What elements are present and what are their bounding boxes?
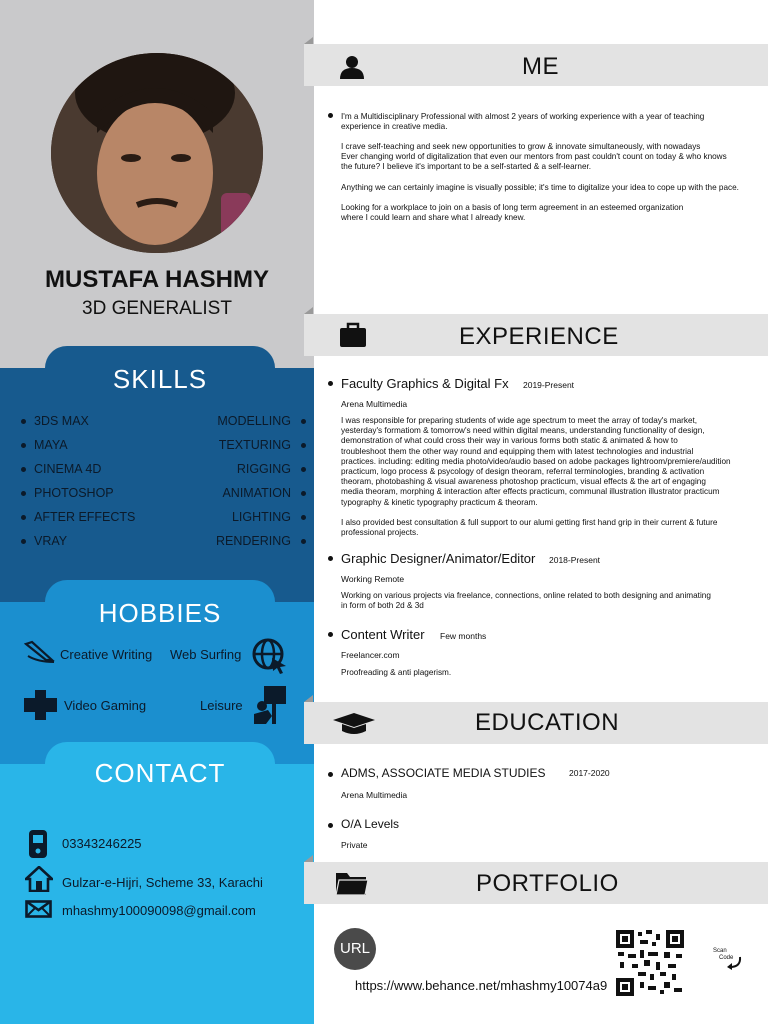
portfolio-heading: PORTFOLIO	[476, 870, 619, 897]
skill-item: 3DS MAX	[21, 414, 89, 428]
profile-role: 3D GENERALIST	[82, 298, 232, 319]
person-chair-icon	[250, 686, 286, 724]
skill-item: LIGHTING	[232, 510, 306, 524]
portfolio-link[interactable]: https://www.behance.net/mhashmy10074a9	[355, 978, 608, 993]
job-date: Few months	[440, 631, 487, 641]
profile-photo-drawing	[51, 53, 263, 253]
education-org: Private	[341, 840, 368, 850]
mail-icon	[25, 900, 52, 918]
qr-code-icon[interactable]	[616, 930, 684, 996]
profile-name: MUSTAFA HASHMY	[45, 266, 269, 293]
hobby-label: Video Gaming	[64, 698, 147, 713]
job-description: Working on various projects via freelance, connections, online related to both designing and animating in form of both 2d & 3d	[341, 591, 711, 611]
hobby-label: Leisure	[200, 698, 243, 713]
bullet	[328, 823, 333, 828]
folder-icon	[336, 870, 368, 896]
education-heading: EDUCATION	[475, 709, 620, 736]
skill-item: PHOTOSHOP	[21, 486, 114, 500]
gamepad-icon	[24, 690, 57, 720]
skill-item: TEXTURING	[219, 438, 306, 452]
skill-item: MODELLING	[217, 414, 306, 428]
job-description: Proofreading & anti plagerism.	[341, 668, 452, 677]
globe-cursor-icon	[252, 638, 288, 674]
graduation-cap-icon	[333, 713, 375, 735]
skill-item: RIGGING	[237, 462, 306, 476]
job-title: Faculty Graphics & Digital Fx	[341, 376, 509, 391]
hobbies-heading: HOBBIES	[45, 580, 275, 630]
me-paragraph: Anything we can certainly imagine is visually possible; it's time to digitalize your idea to cope up with the pace.	[341, 183, 739, 192]
job-title: Graphic Designer/Animator/Editor	[341, 551, 536, 566]
skill-item: ANIMATION	[222, 486, 306, 500]
bullet	[328, 556, 333, 561]
me-paragraph: Looking for a workplace to join on a basis of long term agreement in an esteemed organization where I could learn and share what I already knew.	[341, 203, 684, 223]
education-title: ADMS, ASSOCIATE MEDIA STUDIES	[341, 766, 546, 780]
user-icon	[340, 55, 364, 79]
job-description: I was responsible for preparing students of wide age spectrum to meet the array of today's market, yesterday's formatiom & tomorrow's need within digital means, understanding functionality of design, demonstration of what could cross their way in various forms both static & animated & how to troubleshoot them the other way round and equipping them with latest technologies and industrial practices. including: editing media photo/video/audio based on adobe packages lightroom/premiere/audition practicum, logo process & psycology of design theoram, referral terminologies, branding & activation theoram, photobashing & visual awareness photoshop practicum, visual effects & the art of engaging media theoram, morphing & interaction after effects practicum, communal illustration illustrator practicum typography & kinetic typography practicum & theoram.	[341, 416, 731, 507]
job-org: Freelancer.com	[341, 650, 400, 660]
skill-item: AFTER EFFECTS	[21, 510, 135, 524]
education-org: Arena Multimedia	[341, 790, 408, 800]
job-description: I also provided best consultation & full support to our alumi getting first hand grip in their current & future professional projects.	[341, 518, 718, 538]
job-date: 2019-Present	[523, 380, 575, 390]
job-org: Working Remote	[341, 574, 405, 584]
education-date: 2017-2020	[569, 768, 610, 778]
me-paragraph: I'm a Multidisciplinary Professional with almost 2 years of working experience with a year of teaching experience in creative media.	[341, 112, 705, 132]
profile-photo	[51, 53, 263, 253]
scan-code-label: Scan Code	[713, 948, 734, 961]
hobby-label: Web Surfing	[170, 647, 242, 662]
skills-heading: SKILLS	[45, 346, 275, 396]
hobby-label: Creative Writing	[60, 647, 153, 662]
pen-icon	[24, 640, 56, 664]
experience-heading: EXPERIENCE	[459, 323, 619, 350]
contact-email[interactable]: mhashmy100090098@gmail.com	[62, 903, 256, 918]
me-heading: ME	[522, 53, 559, 80]
arrow-icon	[726, 956, 742, 970]
me-paragraph: I crave self-teaching and seek new opportunities to grow & innovate simultaneously, with nowadays Ever changing world of digitalization that even our mentors from past couldn't count on today & who knows the future? I believe it's important to be a self-started & a self-learner.	[341, 142, 727, 172]
job-date: 2018-Present	[549, 555, 601, 565]
job-org: Arena Multimedia	[341, 399, 408, 409]
contact-heading: CONTACT	[45, 742, 275, 792]
contact-phone[interactable]: 03343246225	[62, 836, 142, 851]
bullet	[328, 113, 333, 118]
contact-panel	[0, 764, 314, 1024]
briefcase-icon	[339, 320, 367, 348]
education-title: O/A Levels	[341, 817, 400, 831]
skills-panel	[0, 368, 314, 602]
bullet	[328, 381, 333, 386]
skill-item: RENDERING	[216, 534, 306, 548]
bullet	[328, 632, 333, 637]
skill-item: VRAY	[21, 534, 67, 548]
skill-item: MAYA	[21, 438, 68, 452]
url-badge: URL	[334, 928, 376, 970]
skill-item: CINEMA 4D	[21, 462, 101, 476]
phone-icon	[28, 829, 48, 859]
home-icon	[25, 866, 53, 892]
contact-address: Gulzar-e-Hijri, Scheme 33, Karachi	[62, 875, 263, 890]
job-title: Content Writer	[341, 627, 425, 642]
bullet	[328, 772, 333, 777]
